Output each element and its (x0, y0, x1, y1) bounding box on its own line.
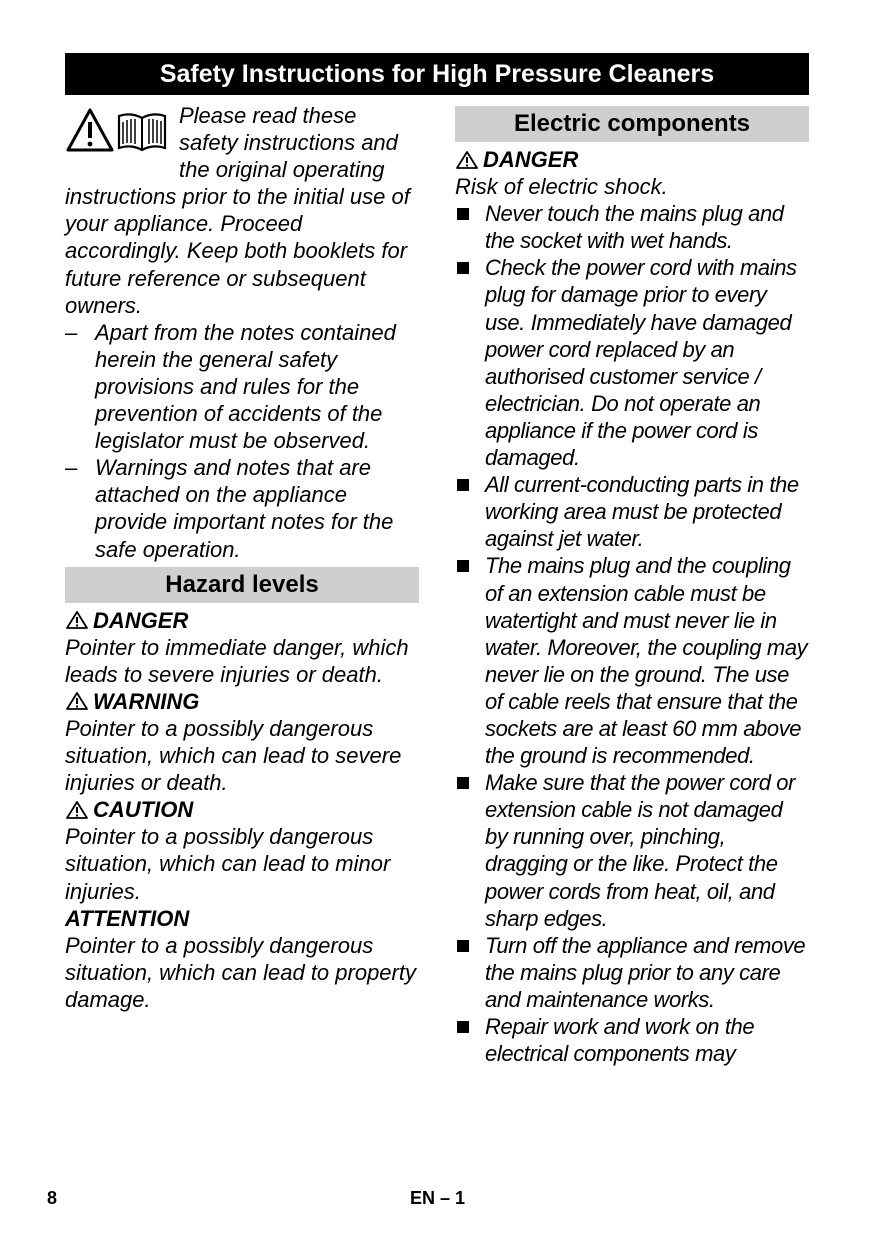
hazard-level-danger (65, 607, 419, 688)
note-text: Apart from the notes contained herein the general safety provisions and rules for the prevention of accidents of the legislator must be observed. (95, 319, 396, 454)
language-code: EN – 1 (410, 1188, 466, 1208)
list-item (455, 200, 809, 254)
manual-book-icon (119, 114, 165, 150)
warning-triangle-icon (65, 691, 89, 711)
hazard-level-attention (65, 905, 419, 1013)
hazard-label-text: CAUTION (93, 797, 194, 823)
intro-text: Please read these safety instructions and the original operating instructions prior to the initial use of your appliance. Proceed accordingly. Keep both booklets for future reference or subsequent owners. (65, 103, 410, 318)
electric-safety-list (455, 200, 809, 1067)
intro-block (65, 102, 419, 319)
hazard-label-text: ATTENTION (65, 905, 190, 931)
hazard-level-warning (65, 688, 419, 796)
bullet-square-icon (457, 479, 469, 491)
warning-triangle-icon (68, 110, 112, 150)
list-item (455, 932, 809, 1013)
intro-icons (65, 106, 169, 158)
list-item (455, 471, 809, 552)
note-text: Warnings and notes that are attached on the appliance provide important notes for the safe operation. (95, 455, 394, 562)
risk-text: Risk of electric shock. (455, 174, 668, 200)
list-item (455, 254, 809, 471)
item-text: Repair work and work on the electrical components may (485, 1014, 755, 1067)
bullet-square-icon (457, 262, 469, 274)
warning-triangle-icon (65, 800, 89, 820)
danger-label-text: DANGER (483, 147, 579, 172)
hazard-level-caution (65, 796, 419, 904)
hazard-label-text: DANGER (93, 607, 189, 633)
warning-triangle-icon (455, 150, 479, 170)
bullet-square-icon (457, 777, 469, 789)
general-notes-list (65, 319, 419, 563)
item-text: Turn off the appliance and remove the mains plug prior to any care and maintenance works. (485, 932, 806, 1012)
list-item (455, 769, 809, 932)
warning-triangle-icon (65, 610, 89, 630)
hazard-description: Pointer to a possibly dangerous situation, which can lead to property damage. (65, 932, 416, 1012)
hazard-description: Pointer to a possibly dangerous situation, which can lead to minor injuries. (65, 824, 391, 904)
item-text: Make sure that the power cord or extension cable is not damaged by running over, pinching, dragging or the like. Protect the power cords from heat, oil, and sharp edges. (485, 770, 796, 931)
page-title: Safety Instructions for High Pressure Cleaners (65, 53, 809, 95)
hazard-label-text: WARNING (93, 688, 200, 714)
hazard-description: Pointer to a possibly dangerous situation, which can lead to severe injuries or death. (65, 715, 402, 796)
list-item: – Apart from the notes contained herein the general safety provisions and rules for the prevention of accidents of the legislator must be observed. (65, 319, 396, 454)
bullet-square-icon (457, 1021, 469, 1033)
list-item (455, 1013, 809, 1067)
danger-label (455, 146, 809, 173)
left-column (65, 102, 419, 1013)
item-text: Never touch the mains plug and the socket with wet hands. (485, 201, 784, 254)
electric-components-heading: Electric components (455, 106, 809, 142)
right-column (455, 102, 809, 1067)
item-text: All current-conducting parts in the working area must be protected against jet water. (485, 472, 799, 552)
page-number: 8 (47, 1188, 58, 1208)
bullet-square-icon (457, 940, 469, 952)
bullet-square-icon (457, 560, 469, 572)
item-text: The mains plug and the coupling of an extension cable must be watertight and must never lie in water. Moreover, the coupling may never lie on the ground. The use of cable reels that ensure that the sockets are at least 60 mm above the ground is recommended. (485, 553, 808, 769)
hazard-levels-heading: Hazard levels (65, 567, 419, 603)
hazard-description: Pointer to immediate danger, which leads to severe injuries or death. (65, 634, 409, 687)
list-item: – Warnings and notes that are attached on the appliance provide important notes for the safe operation. (65, 455, 394, 562)
bullet-square-icon (457, 208, 469, 220)
list-item (455, 552, 809, 769)
item-text: Check the power cord with mains plug for damage prior to every use. Immediately have damaged power cord replaced by an authorised customer service / electrician. Do not operate an appliance if the power cord is damaged. (485, 255, 797, 471)
